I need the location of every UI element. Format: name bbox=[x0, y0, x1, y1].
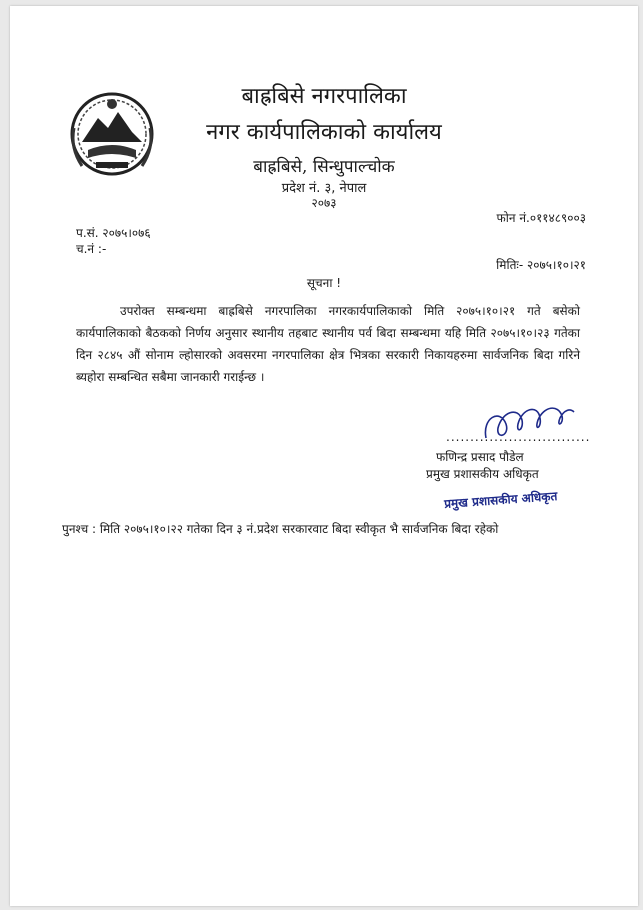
municipality-name: बाह्रबिसे नगरपालिका bbox=[241, 84, 407, 109]
office-name: नगर कार्यपालिकाको कार्यालय bbox=[206, 120, 442, 145]
official-stamp: प्रमुख प्रशासकीय अधिकृत bbox=[443, 489, 558, 511]
letter-date: मितिः- २०७५।१०।२१ bbox=[496, 258, 586, 272]
postscript: पुनश्च : मिति २०७५।१०।२२ गतेका दिन ३ नं.प्रदेश सरकारवाट बिदा स्वीकृत भै सार्वजनिक बिदा रहेको bbox=[62, 522, 499, 536]
phone-number: फोन नं.०११४८९००३ bbox=[496, 211, 586, 225]
dispatch-number: च.नं :- bbox=[76, 242, 107, 256]
signature-line: .............................. bbox=[446, 430, 591, 444]
reference-number: प.सं. २०७५।०७६ bbox=[76, 226, 151, 240]
province-line: प्रदेश नं. ३, नेपाल bbox=[281, 181, 367, 196]
signatory-name: फणिन्द्र प्रसाद पौडेल bbox=[436, 450, 524, 464]
signatory-title: प्रमुख प्रशासकीय अधिकृत bbox=[426, 467, 539, 481]
notice-body: उपरोक्त सम्बन्धमा बाह्रबिसे नगरपालिका नगरकार्यपालिकाको मिति २०७५।१०।२१ गते बसेको कार्यपालिकाको बैठकको निर्णय अनुसार स्थानीय तहबाट स्थानीय पर्व बिदा सम्बन्धमा यहि मिति २०७५।१०।२३ गतेका दिन २८४५ औं सोनाम ल्होसारको अवसरमा नगरपालिका क्षेत्र भित्रका सरकारी निकायहरुमा सार्वजनिक बिदा गरिने ब्यहोरा सम्बन्धित सबैमा जानकारी गराईन्छ । bbox=[76, 304, 580, 384]
letter-sheet bbox=[10, 6, 638, 906]
office-address: बाह्रबिसे, सिन्धुपाल्चोक bbox=[253, 157, 395, 177]
established-year: २०७३ bbox=[311, 196, 337, 210]
notice-title: सूचना ! bbox=[306, 276, 342, 290]
